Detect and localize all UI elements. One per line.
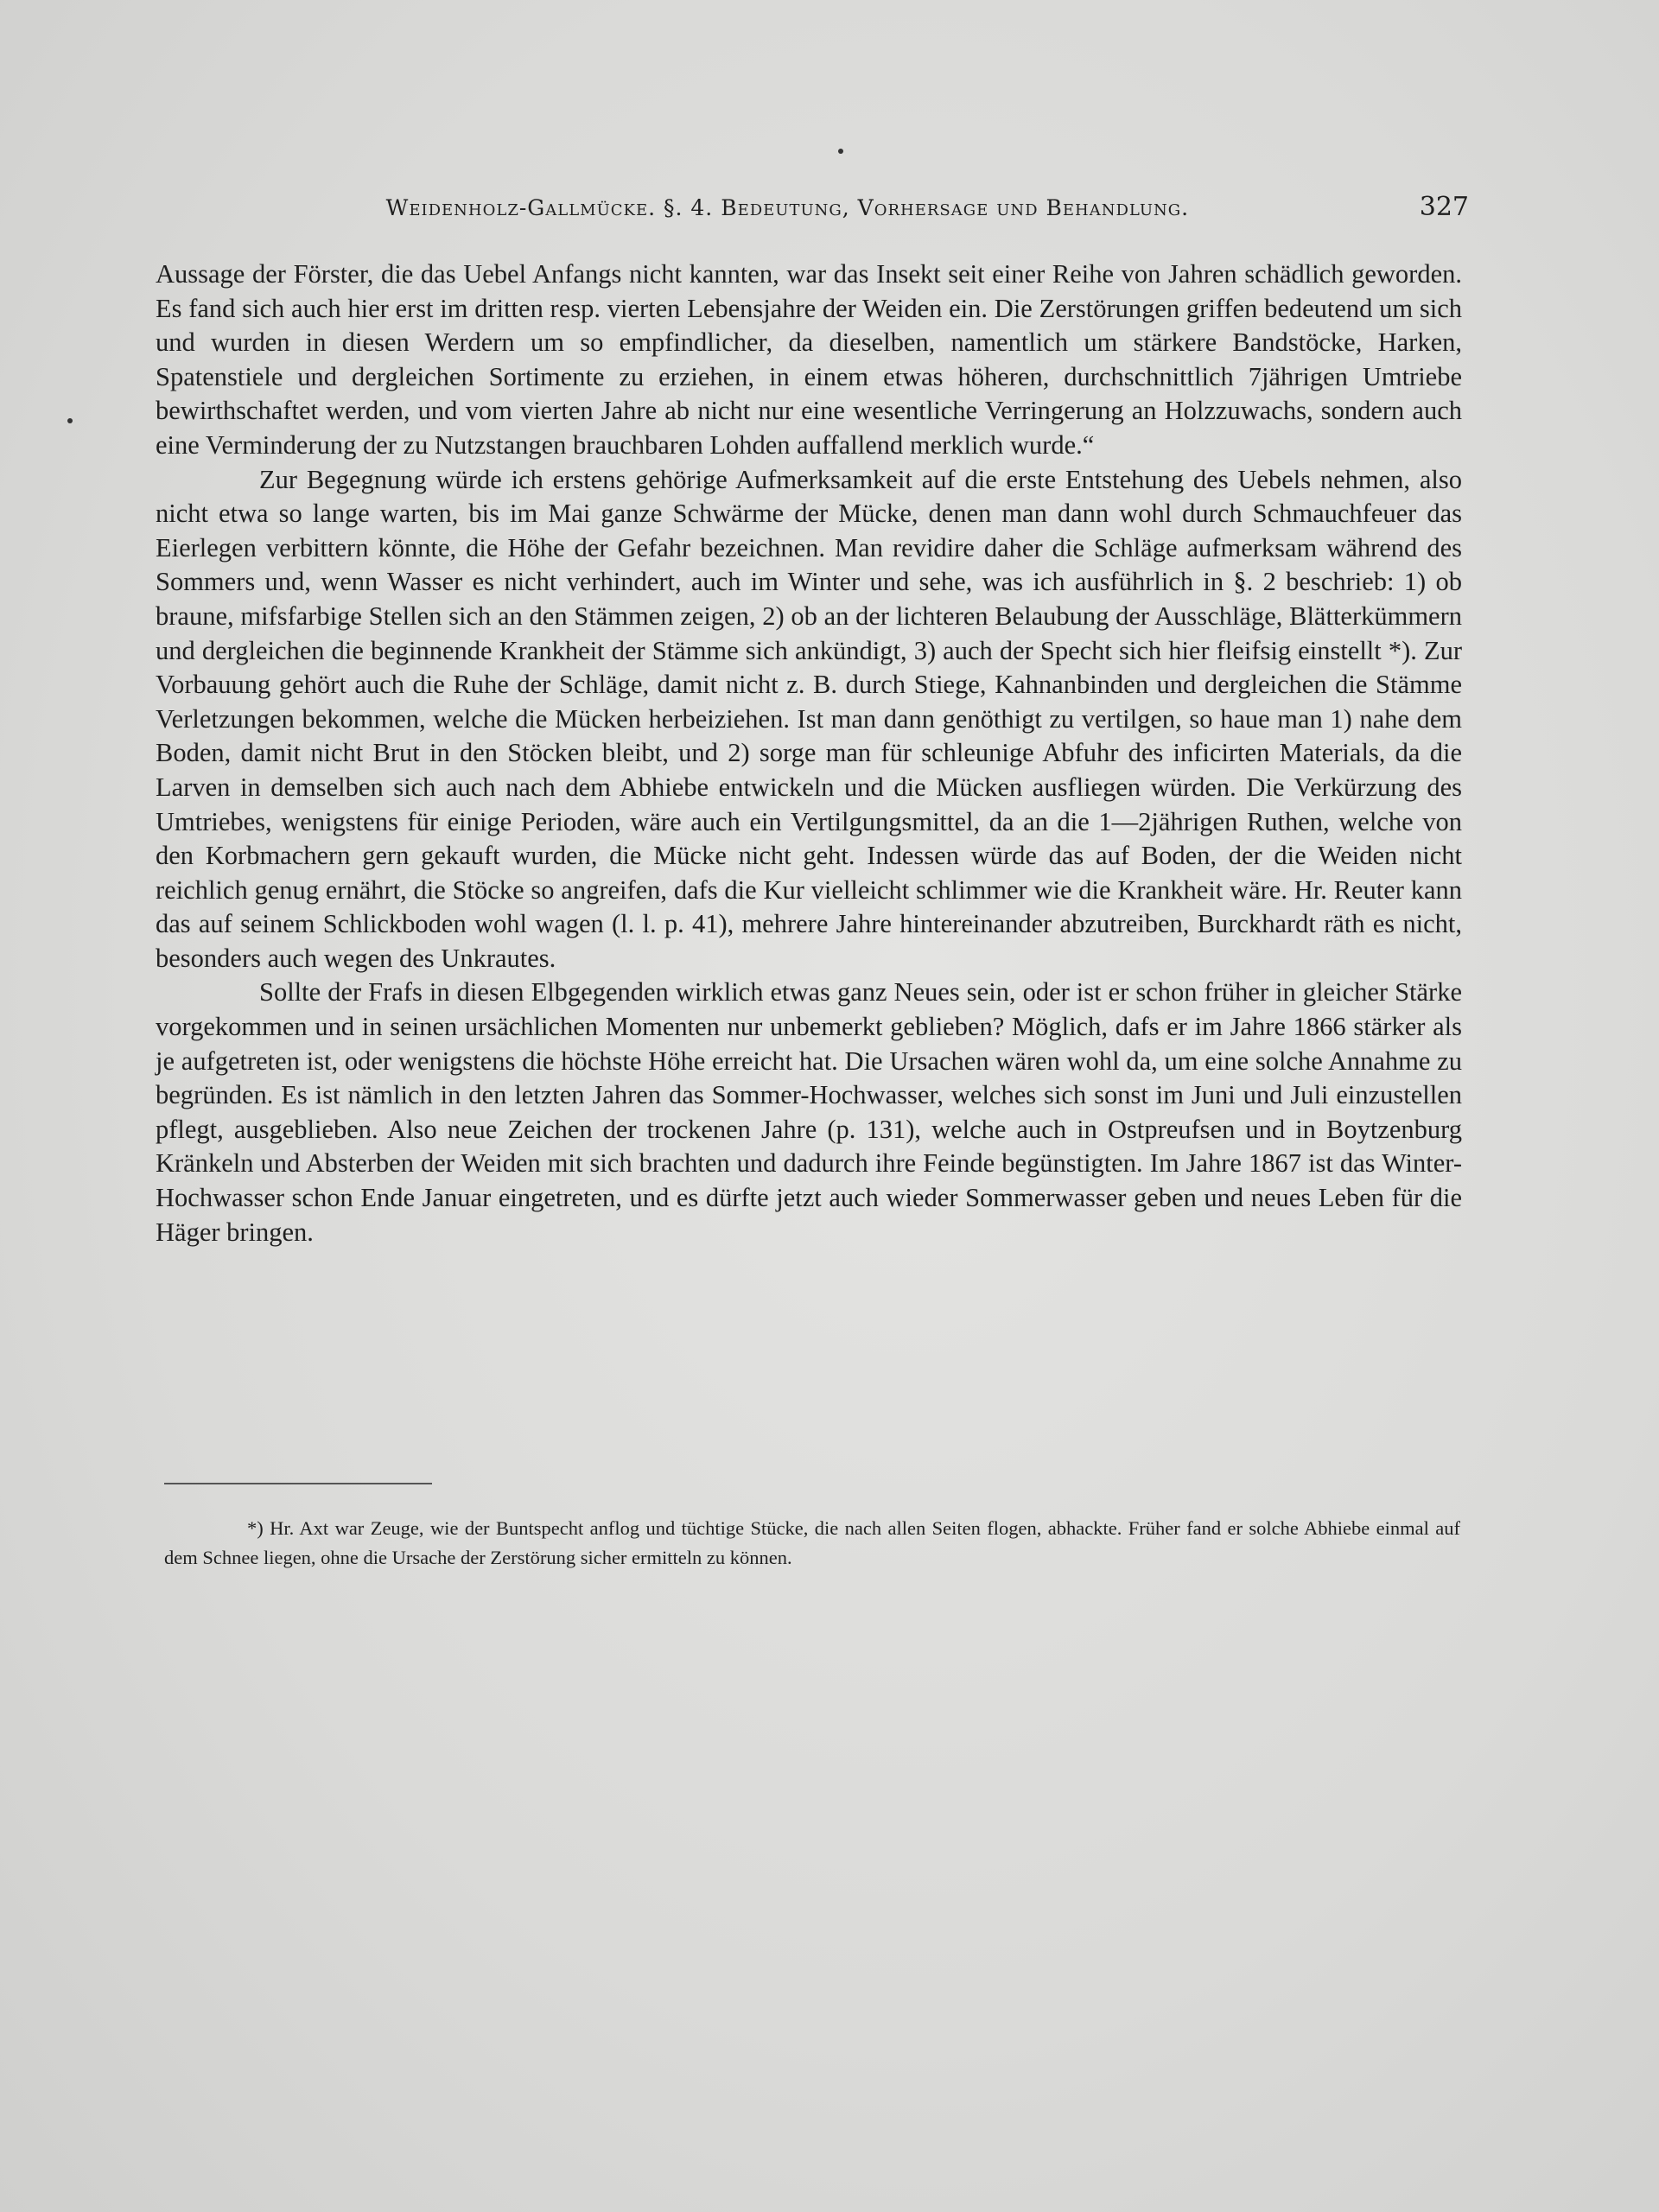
- footnote: *) Hr. Axt war Zeuge, wie der Buntspecht anflog und tüchtige Stücke, die nach allen Seiten flogen, abhackte. Früher fand er solche Abhiebe einmal auf dem Schnee liegen, ohne die Ursache der Zerstörung sicher ermitteln zu können.: [164, 1517, 1460, 1568]
- speck-mark: [67, 418, 73, 423]
- speck-mark: [838, 149, 843, 154]
- body-text: [156, 257, 1462, 1249]
- paragraph: Zur Begegnung würde ich erstens gehörige Aufmerksamkeit auf die erste Entstehung des Uebels nehmen, also nicht etwa so lange warten, bis im Mai ganze Schwärme der Mücke, denen man dann wohl durch Schmauchfeuer das Eierlegen verbittern könnte, die Höhe der Gefahr bezeichnen. Man revidire daher die Schläge aufmerksam während des Sommers und, wenn Wasser es nicht verhindert, auch im Winter und sehe, was ich ausführlich in §. 2 beschrieb: 1) ob braune, mifsfarbige Stellen sich an den Stämmen zeigen, 2) ob an der lichteren Belaubung der Ausschläge, Blätterkümmern und dergleichen die beginnende Krankheit der Stämme sich ankündigt, 3) auch der Specht sich hier fleifsig einstellt *). Zur Vorbauung gehört auch die Ruhe der Schläge, damit nicht z. B. durch Stiege, Kahnanbinden und dergleichen die Stämme Verletzungen bekommen, welche die Mücken herbeiziehen. Ist man dann genöthigt zu vertilgen, so haue man 1) nahe dem Boden, damit nicht Brut in den Stöcken bleibt, und 2) sorge man für schleunige Abfuhr des inficirten Materials, da die Larven in demselben sich auch nach dem Abhiebe entwickeln und die Mücken ausfliegen würden. Die Verkürzung des Umtriebes, wenigstens für einige Perioden, wäre auch ein Vertilgungsmittel, da an die 1—2jährigen Ruthen, welche von den Korbmachern gern gekauft wurden, die Mücke nicht geht. Indessen würde das auf Boden, der die Weiden nicht reichlich genug ernährt, die Stöcke so angreifen, dafs die Kur vielleicht schlimmer wie die Krankheit wäre. Hr. Reuter kann das auf seinem Schlickboden wohl wagen (l. l. p. 41), mehrere Jahre hintereinander abzutreiben, Burckhardt räth es nicht, besonders auch wegen des Unkrautes.: [156, 464, 1462, 973]
- paragraph: Sollte der Frafs in diesen Elbgegenden wirklich etwas ganz Neues sein, oder ist er schon früher in gleicher Stärke vorgekommen und in seinen ursächlichen Momenten nur unbemerkt geblieben? Möglich, dafs er im Jahre 1866 stärker als je aufgetreten ist, oder wenigstens die höchste Höhe erreicht hat. Die Ursachen wären wohl da, um eine solche Annahme zu begründen. Es ist nämlich in den letzten Jahren das Sommer-Hochwasser, welches sich sonst im Juni und Juli einzustellen pflegt, ausgeblieben. Also neue Zeichen der trockenen Jahre (p. 131), welche auch in Ostpreufsen und in Boytzenburg Kränkeln und Absterben der Weiden mit sich brachten und dadurch ihre Feinde begünstigten. Im Jahre 1867 ist das Winter-Hochwasser schon Ende Januar eingetreten, und es dürfte jetzt auch wieder Sommerwasser geben und neues Leben für die Häger bringen.: [156, 977, 1462, 1247]
- page-number: 327: [1419, 192, 1469, 222]
- paragraph: Aussage der Förster, die das Uebel Anfangs nicht kannten, war das Insekt seit einer Reihe von Jahren schädlich geworden. Es fand sich auch hier erst im dritten resp. vierten Lebensjahre der Weiden ein. Die Zerstörungen griffen bedeutend um sich und wurden in diesen Werdern um so empfindlicher, da dieselben, namentlich um stärkere Bandstöcke, Harken, Spatenstiele und dergleichen Sortimente zu erziehen, in einem etwas höheren, durchschnittlich 7jährigen Umtriebe bewirthschaftet werden, und vom vierten Jahre ab nicht nur eine wesentliche Verringerung an Holzzuwachs, sondern auch eine Verminderung der zu Nutzstangen brauchbaren Lohden auffallend merklich wurde.“: [156, 259, 1462, 460]
- footnote-rule: [164, 1483, 432, 1484]
- page-header: [156, 192, 1469, 222]
- running-title: Weidenholz-Gallmücke. §. 4. Bedeutung, Vorhersage und Behandlung.: [385, 195, 1190, 220]
